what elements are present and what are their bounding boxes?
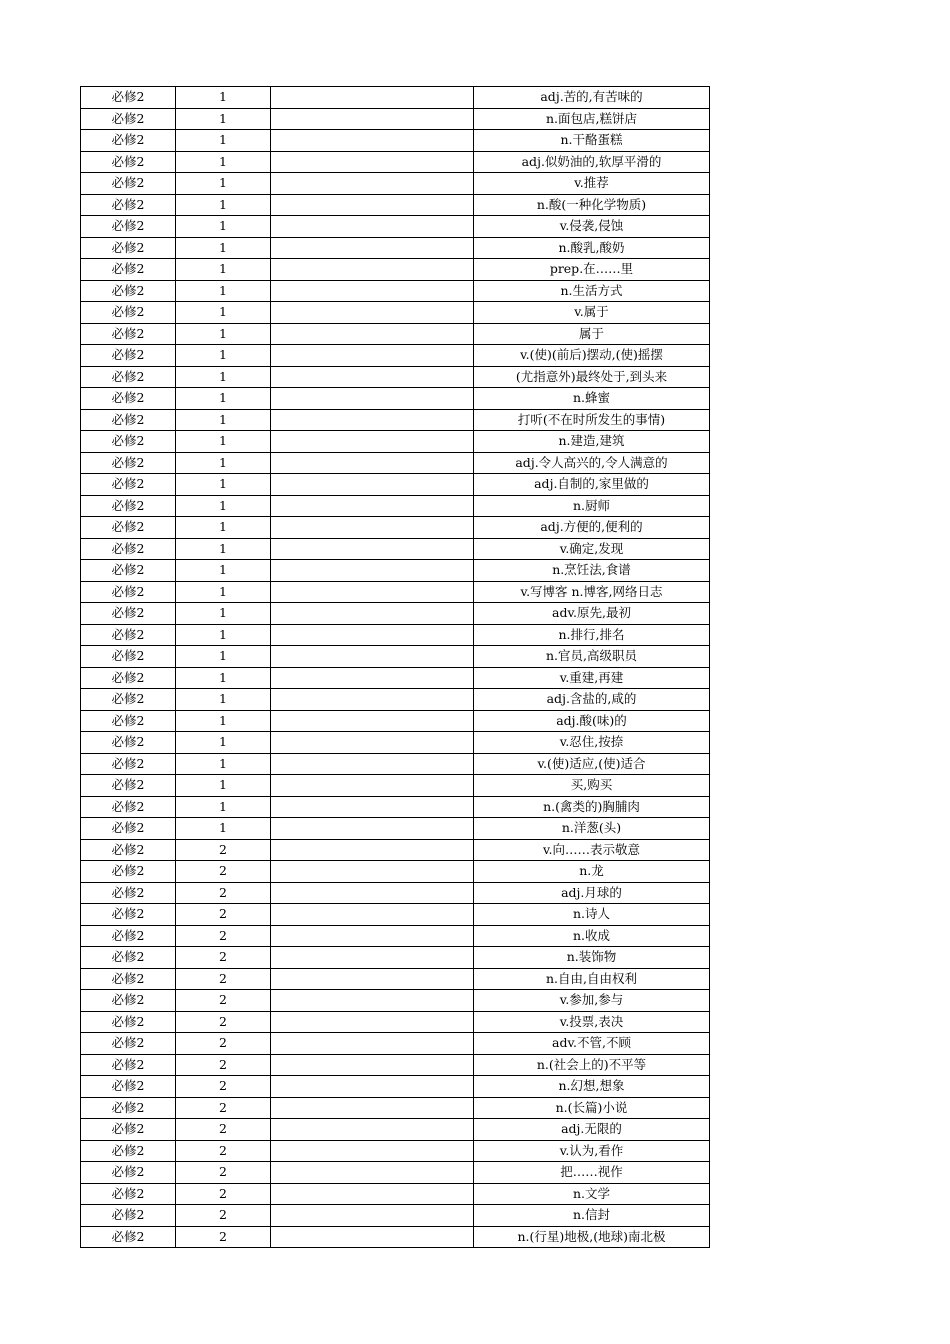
unit-cell: 2 [176, 882, 271, 904]
word-cell [271, 689, 474, 711]
book-cell: 必修2 [81, 1183, 176, 1205]
book-cell: 必修2 [81, 753, 176, 775]
table-row [81, 882, 710, 904]
table-row [81, 452, 710, 474]
table-row [81, 1226, 710, 1248]
table-row [81, 947, 710, 969]
table-row [81, 925, 710, 947]
table-row [81, 431, 710, 453]
unit-cell: 1 [176, 495, 271, 517]
word-cell [271, 667, 474, 689]
unit-cell: 2 [176, 1097, 271, 1119]
unit-cell: 2 [176, 839, 271, 861]
table-row [81, 1140, 710, 1162]
unit-cell: 2 [176, 1205, 271, 1227]
table-row [81, 345, 710, 367]
book-cell: 必修2 [81, 302, 176, 324]
word-cell [271, 775, 474, 797]
table-row [81, 87, 710, 109]
word-cell [271, 538, 474, 560]
word-cell [271, 323, 474, 345]
word-cell [271, 1140, 474, 1162]
book-cell: 必修2 [81, 882, 176, 904]
meaning-cell: n.(禽类的)胸脯肉 [474, 796, 710, 818]
unit-cell: 1 [176, 108, 271, 130]
word-cell [271, 839, 474, 861]
book-cell: 必修2 [81, 1119, 176, 1141]
word-cell [271, 173, 474, 195]
book-cell: 必修2 [81, 689, 176, 711]
book-cell: 必修2 [81, 345, 176, 367]
book-cell: 必修2 [81, 151, 176, 173]
word-cell [271, 1076, 474, 1098]
word-cell [271, 710, 474, 732]
meaning-cell: v.投票,表决 [474, 1011, 710, 1033]
unit-cell: 1 [176, 581, 271, 603]
unit-cell: 1 [176, 87, 271, 109]
word-cell [271, 732, 474, 754]
table-row [81, 517, 710, 539]
word-cell [271, 581, 474, 603]
meaning-cell: adj.自制的,家里做的 [474, 474, 710, 496]
meaning-cell: v.认为,看作 [474, 1140, 710, 1162]
book-cell: 必修2 [81, 409, 176, 431]
table-row [81, 581, 710, 603]
table-row [81, 1033, 710, 1055]
table-row [81, 689, 710, 711]
unit-cell: 1 [176, 194, 271, 216]
unit-cell: 2 [176, 904, 271, 926]
meaning-cell: adj.无限的 [474, 1119, 710, 1141]
table-row [81, 173, 710, 195]
meaning-cell: n.幻想,想象 [474, 1076, 710, 1098]
meaning-cell: n.(长篇)小说 [474, 1097, 710, 1119]
word-cell [271, 517, 474, 539]
book-cell: 必修2 [81, 1054, 176, 1076]
table-row [81, 495, 710, 517]
meaning-cell: adj.酸(味)的 [474, 710, 710, 732]
unit-cell: 1 [176, 151, 271, 173]
unit-cell: 1 [176, 259, 271, 281]
meaning-cell: n.(社会上的)不平等 [474, 1054, 710, 1076]
book-cell: 必修2 [81, 646, 176, 668]
meaning-cell: 买,购买 [474, 775, 710, 797]
table-row [81, 1119, 710, 1141]
book-cell: 必修2 [81, 366, 176, 388]
meaning-cell: n.洋葱(头) [474, 818, 710, 840]
word-cell [271, 151, 474, 173]
meaning-cell: n.酸乳,酸奶 [474, 237, 710, 259]
meaning-cell: n.(行星)地极,(地球)南北极 [474, 1226, 710, 1248]
unit-cell: 1 [176, 409, 271, 431]
table-row [81, 151, 710, 173]
word-cell [271, 366, 474, 388]
word-cell [271, 1054, 474, 1076]
unit-cell: 1 [176, 818, 271, 840]
meaning-cell: prep.在……里 [474, 259, 710, 281]
table-row [81, 1205, 710, 1227]
book-cell: 必修2 [81, 538, 176, 560]
table-row [81, 409, 710, 431]
table-row [81, 990, 710, 1012]
meaning-cell: 打听(不在时所发生的事情) [474, 409, 710, 431]
book-cell: 必修2 [81, 388, 176, 410]
book-cell: 必修2 [81, 1226, 176, 1248]
book-cell: 必修2 [81, 259, 176, 281]
book-cell: 必修2 [81, 452, 176, 474]
meaning-cell: n.官员,高级职员 [474, 646, 710, 668]
meaning-cell: n.信封 [474, 1205, 710, 1227]
meaning-cell: n.面包店,糕饼店 [474, 108, 710, 130]
book-cell: 必修2 [81, 216, 176, 238]
book-cell: 必修2 [81, 775, 176, 797]
table-row [81, 474, 710, 496]
word-cell [271, 861, 474, 883]
book-cell: 必修2 [81, 1097, 176, 1119]
unit-cell: 1 [176, 388, 271, 410]
unit-cell: 2 [176, 1119, 271, 1141]
unit-cell: 1 [176, 173, 271, 195]
word-cell [271, 280, 474, 302]
unit-cell: 1 [176, 323, 271, 345]
table-row [81, 388, 710, 410]
book-cell: 必修2 [81, 560, 176, 582]
book-cell: 必修2 [81, 796, 176, 818]
book-cell: 必修2 [81, 87, 176, 109]
book-cell: 必修2 [81, 517, 176, 539]
book-cell: 必修2 [81, 968, 176, 990]
book-cell: 必修2 [81, 581, 176, 603]
table-row [81, 646, 710, 668]
unit-cell: 1 [176, 732, 271, 754]
unit-cell: 2 [176, 1054, 271, 1076]
book-cell: 必修2 [81, 130, 176, 152]
unit-cell: 1 [176, 345, 271, 367]
meaning-cell: 把……视作 [474, 1162, 710, 1184]
word-cell [271, 990, 474, 1012]
book-cell: 必修2 [81, 904, 176, 926]
unit-cell: 1 [176, 560, 271, 582]
word-cell [271, 87, 474, 109]
meaning-cell: adj.含盐的,咸的 [474, 689, 710, 711]
vocabulary-table-body [81, 87, 710, 1248]
word-cell [271, 968, 474, 990]
table-row [81, 861, 710, 883]
vocabulary-table [80, 86, 710, 1248]
table-row [81, 1097, 710, 1119]
word-cell [271, 904, 474, 926]
unit-cell: 2 [176, 1033, 271, 1055]
meaning-cell: n.龙 [474, 861, 710, 883]
word-cell [271, 753, 474, 775]
word-cell [271, 1011, 474, 1033]
table-row [81, 1076, 710, 1098]
book-cell: 必修2 [81, 194, 176, 216]
book-cell: 必修2 [81, 861, 176, 883]
unit-cell: 1 [176, 796, 271, 818]
book-cell: 必修2 [81, 495, 176, 517]
table-row [81, 904, 710, 926]
unit-cell: 1 [176, 646, 271, 668]
book-cell: 必修2 [81, 1140, 176, 1162]
book-cell: 必修2 [81, 1076, 176, 1098]
meaning-cell: v.推荐 [474, 173, 710, 195]
word-cell [271, 388, 474, 410]
table-row [81, 753, 710, 775]
unit-cell: 2 [176, 1140, 271, 1162]
unit-cell: 1 [176, 474, 271, 496]
book-cell: 必修2 [81, 1162, 176, 1184]
book-cell: 必修2 [81, 603, 176, 625]
unit-cell: 2 [176, 925, 271, 947]
unit-cell: 1 [176, 517, 271, 539]
unit-cell: 1 [176, 603, 271, 625]
unit-cell: 2 [176, 1076, 271, 1098]
unit-cell: 1 [176, 280, 271, 302]
book-cell: 必修2 [81, 818, 176, 840]
word-cell [271, 108, 474, 130]
unit-cell: 2 [176, 990, 271, 1012]
meaning-cell: v.侵袭,侵蚀 [474, 216, 710, 238]
word-cell [271, 194, 474, 216]
book-cell: 必修2 [81, 323, 176, 345]
unit-cell: 1 [176, 216, 271, 238]
word-cell [271, 452, 474, 474]
meaning-cell: n.建造,建筑 [474, 431, 710, 453]
table-row [81, 216, 710, 238]
unit-cell: 1 [176, 130, 271, 152]
table-row [81, 237, 710, 259]
table-row [81, 968, 710, 990]
unit-cell: 1 [176, 775, 271, 797]
unit-cell: 1 [176, 710, 271, 732]
meaning-cell: v.向……表示敬意 [474, 839, 710, 861]
table-row [81, 818, 710, 840]
meaning-cell: adj.方便的,便利的 [474, 517, 710, 539]
word-cell [271, 345, 474, 367]
book-cell: 必修2 [81, 710, 176, 732]
meaning-cell: adv.原先,最初 [474, 603, 710, 625]
word-cell [271, 925, 474, 947]
word-cell [271, 431, 474, 453]
table-row [81, 839, 710, 861]
unit-cell: 2 [176, 1183, 271, 1205]
meaning-cell: n.排行,排名 [474, 624, 710, 646]
meaning-cell: n.装饰物 [474, 947, 710, 969]
book-cell: 必修2 [81, 1033, 176, 1055]
table-row [81, 710, 710, 732]
unit-cell: 2 [176, 1226, 271, 1248]
unit-cell: 1 [176, 302, 271, 324]
unit-cell: 2 [176, 1011, 271, 1033]
meaning-cell: v.(使)(前后)摆动,(使)摇摆 [474, 345, 710, 367]
meaning-cell: (尤指意外)最终处于,到头来 [474, 366, 710, 388]
word-cell [271, 1097, 474, 1119]
table-row [81, 1162, 710, 1184]
table-row [81, 624, 710, 646]
meaning-cell: n.干酪蛋糕 [474, 130, 710, 152]
word-cell [271, 1033, 474, 1055]
unit-cell: 2 [176, 861, 271, 883]
book-cell: 必修2 [81, 990, 176, 1012]
word-cell [271, 409, 474, 431]
book-cell: 必修2 [81, 624, 176, 646]
word-cell [271, 1205, 474, 1227]
word-cell [271, 560, 474, 582]
unit-cell: 1 [176, 431, 271, 453]
word-cell [271, 495, 474, 517]
book-cell: 必修2 [81, 732, 176, 754]
book-cell: 必修2 [81, 1011, 176, 1033]
word-cell [271, 603, 474, 625]
table-row [81, 194, 710, 216]
word-cell [271, 818, 474, 840]
word-cell [271, 216, 474, 238]
meaning-cell: n.酸(一种化学物质) [474, 194, 710, 216]
table-row [81, 130, 710, 152]
book-cell: 必修2 [81, 431, 176, 453]
meaning-cell: adv.不管,不顾 [474, 1033, 710, 1055]
word-cell [271, 624, 474, 646]
word-cell [271, 1183, 474, 1205]
word-cell [271, 882, 474, 904]
meaning-cell: n.收成 [474, 925, 710, 947]
unit-cell: 1 [176, 452, 271, 474]
table-row [81, 667, 710, 689]
unit-cell: 2 [176, 1162, 271, 1184]
meaning-cell: v.确定,发现 [474, 538, 710, 560]
table-row [81, 796, 710, 818]
book-cell: 必修2 [81, 947, 176, 969]
table-row [81, 775, 710, 797]
unit-cell: 1 [176, 237, 271, 259]
meaning-cell: adj.苦的,有苦味的 [474, 87, 710, 109]
book-cell: 必修2 [81, 237, 176, 259]
word-cell [271, 237, 474, 259]
word-cell [271, 646, 474, 668]
book-cell: 必修2 [81, 280, 176, 302]
meaning-cell: v.写博客 n.博客,网络日志 [474, 581, 710, 603]
word-cell [271, 1162, 474, 1184]
meaning-cell: adj.似奶油的,软厚平滑的 [474, 151, 710, 173]
word-cell [271, 259, 474, 281]
table-row [81, 1183, 710, 1205]
meaning-cell: v.(使)适应,(使)适合 [474, 753, 710, 775]
book-cell: 必修2 [81, 925, 176, 947]
table-row [81, 108, 710, 130]
unit-cell: 1 [176, 753, 271, 775]
meaning-cell: v.重建,再建 [474, 667, 710, 689]
word-cell [271, 130, 474, 152]
meaning-cell: n.蜂蜜 [474, 388, 710, 410]
meaning-cell: n.厨师 [474, 495, 710, 517]
table-row [81, 1054, 710, 1076]
meaning-cell: 属于 [474, 323, 710, 345]
table-row [81, 732, 710, 754]
table-row [81, 302, 710, 324]
meaning-cell: n.诗人 [474, 904, 710, 926]
word-cell [271, 474, 474, 496]
word-cell [271, 1119, 474, 1141]
word-cell [271, 1226, 474, 1248]
meaning-cell: n.烹饪法,食谱 [474, 560, 710, 582]
table-row [81, 280, 710, 302]
unit-cell: 1 [176, 624, 271, 646]
word-cell [271, 796, 474, 818]
book-cell: 必修2 [81, 474, 176, 496]
table-row [81, 560, 710, 582]
unit-cell: 1 [176, 538, 271, 560]
meaning-cell: n.生活方式 [474, 280, 710, 302]
word-cell [271, 302, 474, 324]
book-cell: 必修2 [81, 108, 176, 130]
meaning-cell: adj.令人高兴的,令人满意的 [474, 452, 710, 474]
table-row [81, 603, 710, 625]
unit-cell: 2 [176, 947, 271, 969]
table-row [81, 259, 710, 281]
table-row [81, 366, 710, 388]
meaning-cell: v.忍住,按捺 [474, 732, 710, 754]
meaning-cell: adj.月球的 [474, 882, 710, 904]
word-cell [271, 947, 474, 969]
meaning-cell: v.属于 [474, 302, 710, 324]
unit-cell: 2 [176, 968, 271, 990]
unit-cell: 1 [176, 689, 271, 711]
book-cell: 必修2 [81, 667, 176, 689]
table-row [81, 1011, 710, 1033]
unit-cell: 1 [176, 366, 271, 388]
book-cell: 必修2 [81, 839, 176, 861]
table-row [81, 538, 710, 560]
book-cell: 必修2 [81, 1205, 176, 1227]
book-cell: 必修2 [81, 173, 176, 195]
meaning-cell: v.参加,参与 [474, 990, 710, 1012]
unit-cell: 1 [176, 667, 271, 689]
meaning-cell: n.文学 [474, 1183, 710, 1205]
table-row [81, 323, 710, 345]
meaning-cell: n.自由,自由权利 [474, 968, 710, 990]
